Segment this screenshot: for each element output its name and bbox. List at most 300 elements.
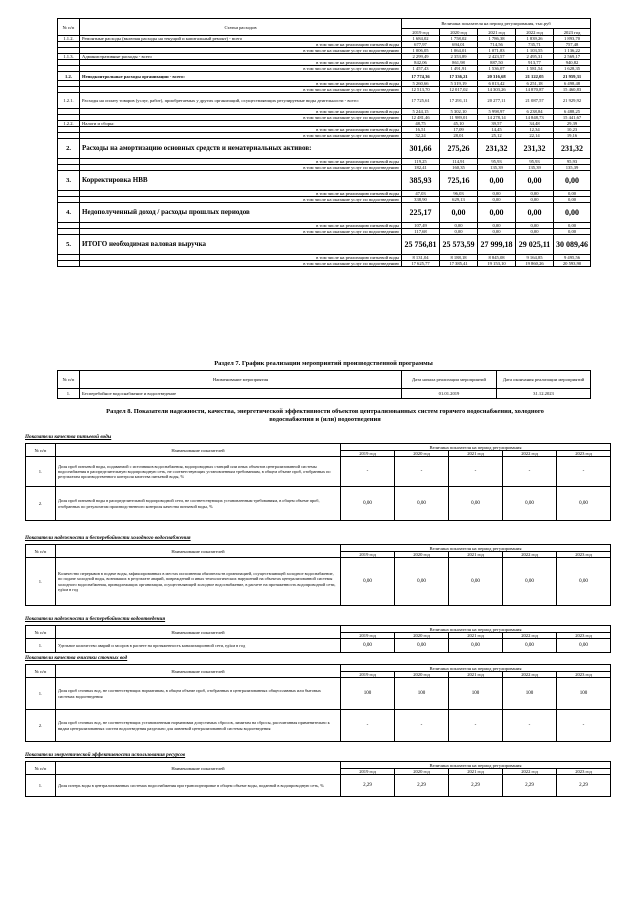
row-value: 14 870,87 [516,87,554,93]
year-header: 2021 год [449,672,503,678]
row-value: 119,25 [402,159,440,165]
block-subtitle: Показатели надежности и бесперебойности холодного водоснабжения [25,535,191,541]
year-header: 2021 год [449,769,503,775]
row-name: Доля проб питьевой воды в распределительной водопроводной сети, не соответствующих установленным требованиям, в общем объеме проб, отобранных по результатам производственного контроля качества питьевой воды, % [56,487,341,521]
year-header: 2023 год [557,633,611,639]
row-value: 735,71 [516,42,554,48]
row-name: Налоги и сборы: [80,121,402,127]
row-name: в том числе на реализацию питьевой воды [80,191,402,197]
col-name-header: Наименование показателей [56,444,341,457]
row-number: 1.1.3. [58,54,80,60]
year-header: 2022 год [503,552,557,558]
row-name: в том числе на реализацию питьевой воды [80,60,402,66]
year-header: 2021 год [449,552,503,558]
row-value: 100 [557,678,611,710]
row-number: 1. [26,639,56,653]
row-value: 21 929,92 [554,93,591,109]
row-value: - [557,710,611,742]
row-value: 231,32 [478,139,516,159]
row-value: 19 153,10 [478,261,516,267]
row-value: 1 758,02 [440,36,478,42]
row-value: 12 481,46 [402,115,440,121]
row-value: 0,00 [557,487,611,521]
row-value: - [395,457,449,487]
row-value: 5 260,66 [402,81,440,87]
row-value: 0,00 [395,639,449,653]
row-value: 861,98 [440,60,478,66]
block-subtitle: Показатели качества очистки сточных вод [25,655,128,661]
row-value: 8 845,08 [478,255,516,261]
table-row [58,93,591,109]
row-number: 2. [26,710,56,742]
row-value: 21 959,31 [554,72,591,81]
row-value: 100 [449,678,503,710]
row-value: 0,00 [554,191,591,197]
row-name: Доля проб сточных вод, не соответствующих установленным нормативам допустимых сбросов, лимитам на сбросы, рассчитанная применительно к видам централизованных систем водоотведения раздельно для ливневой централизованной системы водоотведения [56,710,341,742]
year-header: 2021 год [449,451,503,457]
year-header: 2020 год [395,672,449,678]
row-value: 0,00 [557,558,611,606]
row-name: в том числе на оказание услуг по водоотведению [80,165,402,171]
row-value: 20 593,90 [554,261,591,267]
row-value: 25 573,59 [440,235,478,255]
row-value: 1 136,22 [554,48,591,54]
row-value: 2 299,49 [402,54,440,60]
indicator-table [25,544,611,606]
row-value: 231,32 [554,139,591,159]
table-row [26,487,611,521]
block-subtitle: Показатели надежности и бесперебойности водоотведения [25,616,166,622]
col-name-header: Наименование показателей [56,665,341,678]
table-row [58,261,591,267]
col-no-header: № п/п [26,665,56,678]
s7-col-no: № п/п [58,371,80,389]
col-group-header: Величина показателя на период регулирования, тыс.руб [402,19,591,29]
row-value: 725,16 [440,171,478,191]
row-value: 182,41 [402,165,440,171]
row-value: 0,00 [516,197,554,203]
row-value: 2,29 [503,775,557,797]
section7-table [57,370,591,399]
row-value: 0,00 [516,229,554,235]
row-value: 96,03 [440,191,478,197]
indicator-table [25,664,611,742]
row-value: 30 089,46 [554,235,591,255]
row-value: 12 017,02 [440,87,478,93]
s7-row-no: 1. [58,389,80,399]
row-value: 25,12 [478,133,516,139]
row-value: 19,16 [554,133,591,139]
row-name: в том числе на оказание услуг по водоотведению [80,87,402,93]
row-value: 1 628,35 [554,66,591,72]
row-value: 1 006,05 [402,48,440,54]
row-value: 0,00 [516,203,554,223]
row-value: 2,29 [449,775,503,797]
row-name: Доля проб сточных вод, не соответствующих нормативам, в общем объеме проб, отобранных в централизованных общесплавных или бытовых системах водоотведения [56,678,341,710]
col-no-header: № п/п [26,626,56,639]
row-name: в том числе на реализацию питьевой воды [80,255,402,261]
row-value: - [449,457,503,487]
row-value: - [503,457,557,487]
col-no-header: № п/п [26,545,56,558]
s7-row-end: 31.12.2023 [497,389,591,399]
year-header: 2020 год [395,769,449,775]
row-name: в том числе на реализацию питьевой воды [80,127,402,133]
year-header: 2020 год [395,552,449,558]
year-header: 2023 год [557,672,611,678]
col-no-header: № п/п [26,762,56,775]
row-name: в том числе на реализацию питьевой воды [80,42,402,48]
row-value: 0,00 [395,487,449,521]
row-value: 20 277,11 [478,93,516,109]
row-name: Расходы на амортизацию основных средств и нематериальных активов: [80,139,402,159]
year-header: 2022 год [503,633,557,639]
col-name-header: Наименование показателей [56,545,341,558]
row-value: 1 071,83 [478,48,516,54]
year-header: 2019 год [341,769,395,775]
row-value: 9 495,56 [554,255,591,261]
row-number: 5. [58,235,80,255]
section8-title: Раздел 8. Показатели надежности, качества, энергетической эффективности объектов централизованных систем горячего водоснабжения, холодного водоснабжения и (или) водоотведения [106,408,544,423]
row-value: 1 064,01 [440,48,478,54]
row-value: 5 319,19 [440,81,478,87]
row-name: в том числе на оказание услуг по водоотведению [80,48,402,54]
row-name: Доля проб питьевой воды, подаваемой с источников водоснабжения, водопроводных станций или иных объектов централизованной системы водоснабжения в распределительную водопроводную сеть, не соответствующих установленным требованиям, в общем объеме проб, отобранных по результатам производственного контроля качества питьевой воды, % [56,457,341,487]
row-value: 2 423,57 [478,54,516,60]
row-value: 47,03 [402,191,440,197]
year-header: 2023 год [557,769,611,775]
table-row [26,678,611,710]
row-number: 1.2.2. [58,121,80,127]
row-value: 385,93 [402,171,440,191]
row-value: 17,09 [440,127,478,133]
col-group-header: Величина показателя на период регулирования [341,545,611,552]
row-number: 4. [58,203,80,223]
row-value: 21 122,05 [516,72,554,81]
row-value: 100 [503,678,557,710]
row-value: 0,00 [449,558,503,606]
row-value: 842,06 [402,60,440,66]
row-value: - [395,710,449,742]
indicator-table [25,625,611,653]
row-value: 2,29 [557,775,611,797]
year-header: 2023 год [557,451,611,457]
year-header: 2022 год [503,769,557,775]
year-header: 2023 год [557,552,611,558]
row-name: Ремонтные расходы (включая расходы на текущий и капитальный ремонт) - всего [80,36,402,42]
row-value: - [341,710,395,742]
row-value: 95,93 [516,159,554,165]
row-value: 135,39 [478,165,516,171]
row-value: 0,00 [449,487,503,521]
s7-col-end: Дата окончания реализации мероприятий [497,371,591,389]
row-name: в том числе на реализацию питьевой воды [80,159,402,165]
table-row [26,457,611,487]
row-value: 25 756,81 [402,235,440,255]
row-value: 95,93 [554,159,591,165]
row-value: 0,00 [516,223,554,229]
row-value: 8 131,04 [402,255,440,261]
section7-title: Раздел 7. График реализации мероприятий производственной программы [214,360,433,367]
row-value: 0,00 [554,223,591,229]
s7-row-start: 01.01.2019 [402,389,497,399]
expenses-table [57,18,591,267]
row-value: 15 460,83 [554,87,591,93]
row-value: 0,00 [478,171,516,191]
row-value: 114,91 [440,159,478,165]
row-value: 0,00 [449,639,503,653]
row-value: 48,75 [402,121,440,127]
row-value: 15 441,67 [554,115,591,121]
col-group-header: Величина показателя на период регулирования [341,444,611,451]
row-value: 100 [341,678,395,710]
row-value: 0,00 [478,203,516,223]
row-value: 27 999,18 [478,235,516,255]
year-header: 2020 год [440,29,478,36]
row-number [58,261,80,267]
year-header: 2019 год [341,451,395,457]
row-value: 29 025,11 [516,235,554,255]
row-value: 19 860,26 [516,261,554,267]
row-value: 714,56 [478,42,516,48]
row-value: 913,77 [516,60,554,66]
row-value: 629,13 [440,197,478,203]
row-value: 17 774,36 [402,72,440,81]
row-value: 1 786,38 [478,36,516,42]
year-header: 2020 год [395,633,449,639]
row-value: 1 839,26 [516,36,554,42]
row-number: 2. [26,487,56,521]
indicator-table [25,443,611,521]
row-value: 17 291,11 [440,93,478,109]
year-header: 2020 год [395,451,449,457]
row-value: 225,17 [402,203,440,223]
row-value: 2,29 [341,775,395,797]
row-value: 135,39 [516,165,554,171]
row-value: 5 998,97 [478,109,516,115]
row-value: 1 103,55 [516,48,554,54]
row-number: 1. [26,558,56,606]
row-value: - [341,457,395,487]
row-number: 1. [26,775,56,797]
row-value: 0,00 [395,558,449,606]
row-value: 14,45 [478,127,516,133]
row-value: 677,97 [402,42,440,48]
row-value: 16,51 [402,127,440,133]
row-value: 95,93 [478,159,516,165]
row-name: Недополученный доход / расходы прошлых периодов [80,203,402,223]
row-value: 2,29 [395,775,449,797]
year-header: 2019 год [341,552,395,558]
row-number: 1. [26,457,56,487]
table-row [58,72,591,81]
table-row [58,235,591,255]
year-header: 2023 год [554,29,591,36]
row-value: 0,00 [478,223,516,229]
row-number: 1.1.2. [58,36,80,42]
row-value: 6 238,84 [516,109,554,115]
row-number: 1. [26,678,56,710]
year-header: 2022 год [503,672,557,678]
col-name-header: Наименование показателей [56,626,341,639]
row-number: 1.2. [58,72,80,81]
row-value: 0,00 [440,229,478,235]
row-value: 0,00 [516,191,554,197]
row-value: 1 457,43 [402,66,440,72]
row-value: 0,00 [440,203,478,223]
row-value: 12 513,70 [402,87,440,93]
row-name: в том числе на оказание услуг по водоотведению [80,229,402,235]
row-name: Корректировка НВВ [80,171,402,191]
row-value: 940,82 [554,60,591,66]
row-value: 1 536,07 [478,66,516,72]
col-no-header: № п/п [26,444,56,457]
row-value: 0,00 [503,487,557,521]
col-group-header: Величина показателя на период регулирования [341,626,611,633]
block-subtitle: Показатели энергетической эффективности использования ресурсов [25,752,186,758]
row-value: 6 498,48 [554,81,591,87]
row-value: 11 989,01 [440,115,478,121]
row-name: в том числе на оказание услуг по водоотведению [80,115,402,121]
row-value: 0,00 [478,191,516,197]
row-name: в том числе на реализацию питьевой воды [80,223,402,229]
table-row [26,710,611,742]
year-header: 2021 год [449,633,503,639]
table-row [58,139,591,159]
table-row [26,558,611,606]
row-name: в том числе на реализацию питьевой воды [80,109,402,115]
row-value: 2 569,17 [554,54,591,60]
row-value: 0,00 [516,171,554,191]
row-value: 117,68 [402,229,440,235]
row-value: 1 684,02 [402,36,440,42]
row-name: в том числе на оказание услуг по водоотведению [80,197,402,203]
row-value: 1 491,91 [440,66,478,72]
row-value: 694,01 [440,42,478,48]
row-name: в том числе на оказание услуг по водоотведению [80,66,402,72]
table-row [58,203,591,223]
table-row [58,171,591,191]
row-number: 2. [58,139,80,159]
row-value: 887,50 [478,60,516,66]
row-value: 17 385,41 [440,261,478,267]
row-name: в том числе на оказание услуг по водоотведению [80,133,402,139]
row-value: 135,39 [554,165,591,171]
row-value: 32,24 [402,133,440,139]
row-value: 17 725,61 [402,93,440,109]
row-number: 1.2.1. [58,93,80,109]
row-value: 0,00 [440,223,478,229]
row-value: 21 087,57 [516,93,554,109]
row-value: 0,00 [554,229,591,235]
row-value: 17 625,77 [402,261,440,267]
year-header: 2019 год [341,672,395,678]
row-name: Расходы на оплату товаров (услуг, работ), приобретаемых у других организаций, осуществляющих регулируемые виды деятельности - всего: [80,93,402,109]
row-value: 0,00 [478,229,516,235]
row-value: 0,00 [341,639,395,653]
row-value: 6 488,25 [554,109,591,115]
indicator-table [25,761,611,797]
s7-col-start: Дата начала реализации мероприятий [402,371,497,389]
col-group-header: Величина показателя на период регулирования [341,762,611,769]
row-name: Административные расходы - всего [80,54,402,60]
row-value: 17 336,21 [440,72,478,81]
row-value: 10,23 [554,127,591,133]
row-value: 1 893,70 [554,36,591,42]
row-value: 39,57 [478,121,516,127]
row-value: 0,00 [503,639,557,653]
row-value: 45,10 [440,121,478,127]
row-value: 160,35 [440,165,478,171]
row-value: 107,49 [402,223,440,229]
row-value: 0,00 [557,639,611,653]
row-name: в том числе на реализацию питьевой воды [80,81,402,87]
row-value: 231,32 [516,139,554,159]
year-header: 2021 год [478,29,516,36]
s7-row-name: Бесперебойное водоснабжение и водоотведение [80,389,402,399]
row-value: 5 302,10 [440,109,478,115]
row-value: 12,34 [516,127,554,133]
block-subtitle: Показатели качества питьевой воды [25,434,112,440]
table-row [26,639,611,653]
row-value: - [449,710,503,742]
row-name: Удельное количество аварий и засоров в расчете на протяженность канализационной сети, ед/км в год [56,639,341,653]
row-name: в том числе на оказание услуг по водоотведению [80,261,402,267]
col-no-header: № п/п [58,19,80,36]
row-value: 20 316,68 [478,72,516,81]
row-value: 0,00 [341,558,395,606]
col-name-header: Статьи расходов [80,19,402,36]
row-value: 275,26 [440,139,478,159]
row-value: 5 244,15 [402,109,440,115]
row-value: 22,14 [516,133,554,139]
row-value: 338,90 [402,197,440,203]
row-value: 14 278,14 [478,115,516,121]
col-group-header: Величина показателя на период регулирования [341,665,611,672]
row-value: 28,01 [440,133,478,139]
row-value: 8 188,18 [440,255,478,261]
row-value: 757,48 [554,42,591,48]
row-value: 34,48 [516,121,554,127]
year-header: 2022 год [516,29,554,36]
year-header: 2019 год [402,29,440,36]
row-value: 2 353,89 [440,54,478,60]
row-value: 0,00 [503,558,557,606]
row-value: 29,39 [554,121,591,127]
s7-col-name: Наименование мероприятия [80,371,402,389]
row-name: ИТОГО необходимая валовая выручка [80,235,402,255]
row-value: 9 164,85 [516,255,554,261]
row-value: 0,00 [478,197,516,203]
row-value: 2 495,31 [516,54,554,60]
year-header: 2019 год [341,633,395,639]
row-value: 6 013,42 [478,81,516,87]
row-value: 100 [395,678,449,710]
col-name-header: Наименование показателей [56,762,341,775]
row-value: 301,66 [402,139,440,159]
row-value: 6 251,18 [516,81,554,87]
row-name: Неподконтрольные расходы организации - всего: [80,72,402,81]
row-value: - [503,710,557,742]
row-value: 1 581,54 [516,66,554,72]
row-value: - [557,457,611,487]
row-value: 0,00 [341,487,395,521]
row-number: 3. [58,171,80,191]
row-name: Количество перерывов в подаче воды, зафиксированных в местах исполнения обязательств организацией, осуществляющей холодное водоснабжение, по подаче холодной воды, возникших в результате аварий, повреждений и иных технологических нарушений на объектах централизованной системы холодного водоснабжения, принадлежащих организации, осуществляющей холодное водоснабжение, в расчете на протяженность водопроводной сети, ед/км в год [56,558,341,606]
row-value: 14 303,26 [478,87,516,93]
row-name: Доля потерь воды в централизованных системах водоснабжения при транспортировке в общем объеме воды, поданной в водопроводную сеть, % [56,775,341,797]
table-row [26,775,611,797]
